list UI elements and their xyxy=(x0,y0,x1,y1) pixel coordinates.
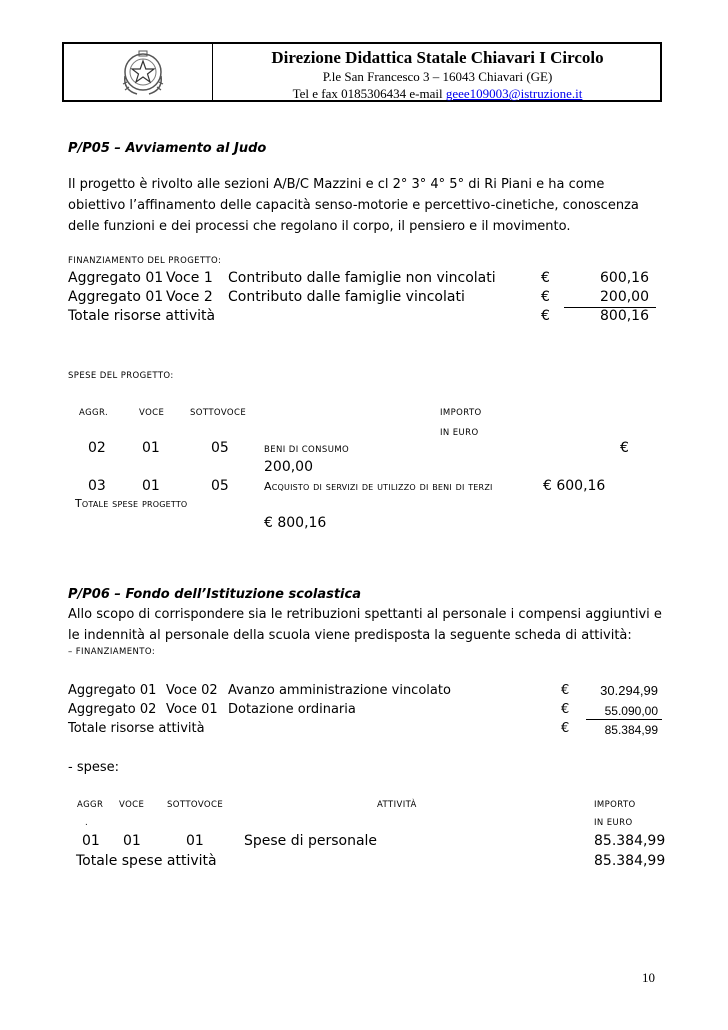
p05-description: Il progetto è rivolto alle sezioni A/B/C Mazzini e cl 2° 3° 4° 5° di Ri Piani e ha come obiettivo l’affinamento delle capacità senso-motorie e percettivo-cinetiche, conoscenza delle funzioni e dei processi che regolano il corpo, il pensiero e il movimento. xyxy=(68,177,639,234)
p06-fund-voce-1: Voce 02 xyxy=(166,683,218,698)
p06-exp-amount-1: 85.384,99 xyxy=(594,833,666,849)
p05-exp-amount-1: 200,00 xyxy=(264,459,313,475)
school-address: P.le San Francesco 3 – 16043 Chiavari (GE) xyxy=(322,69,553,84)
p05-exp-descr-1: BENI DI CONSUMO xyxy=(264,445,350,455)
p05-exp-aggr-2: 03 xyxy=(88,478,106,494)
p05-fund-amount-1: 600,16 xyxy=(600,270,649,286)
p06-fund-descr-2: Dotazione ordinaria xyxy=(228,702,356,717)
p06-exp-header-dot: . xyxy=(85,818,89,828)
p05-exp-voce-1: 01 xyxy=(142,440,160,456)
p06-exp-header-in-euro: IN EURO xyxy=(594,818,633,828)
p06-exp-total-label: Totale spese attività xyxy=(76,853,217,869)
p05-fund-descr-2: Contributo dalle famiglie vincolati xyxy=(228,289,465,305)
p05-exp-total-amount: € 800,16 xyxy=(264,515,327,531)
p06-exp-descr-1: Spese di personale xyxy=(244,833,378,849)
contact-phone: Tel e fax 0185306434 e-mail xyxy=(292,86,446,101)
school-name: Direzione Didattica Statale Chiavari I Circolo xyxy=(271,48,604,67)
p06-sum-underline xyxy=(586,719,662,720)
republic-emblem-icon xyxy=(117,46,169,98)
p05-expenses-label: SPESE DEL PROGETTO: xyxy=(68,371,174,381)
p06-expenses-label: - spese: xyxy=(68,760,119,775)
p05-exp-amount-2: € 600,16 xyxy=(543,478,606,494)
p05-fund-voce-1: Voce 1 xyxy=(166,270,213,286)
p05-exp-sottovoce-1: 05 xyxy=(211,440,229,456)
p05-exp-header-importo: IMPORTO xyxy=(440,408,482,418)
p05-title: P/P05 – Avviamento al Judo xyxy=(68,141,267,156)
p06-exp-sottovoce-1: 01 xyxy=(186,833,204,849)
p05-fund-aggregato-2: Aggregato 01 xyxy=(68,289,164,305)
p06-fund-aggregato-2: Aggregato 02 xyxy=(68,702,157,717)
p06-exp-total-amount: 85.384,99 xyxy=(594,853,666,869)
p06-fund-total-label: Totale risorse attività xyxy=(68,721,205,736)
p06-fund-total-currency: € xyxy=(561,721,570,736)
p05-fund-currency-1: € xyxy=(541,270,550,286)
email-link[interactable]: geee109003@istruzione.it xyxy=(445,86,583,101)
p05-exp-aggr-1: 02 xyxy=(88,440,106,456)
p05-fund-currency-2: € xyxy=(541,289,550,305)
page-number: 10 xyxy=(642,970,655,985)
p06-fund-voce-2: Voce 01 xyxy=(166,702,218,717)
p06-fund-amount-2: 55.090,00 xyxy=(604,704,658,718)
p06-exp-header-aggr: AGGR xyxy=(77,800,104,810)
p05-fund-total-label: Totale risorse attività xyxy=(68,308,216,324)
school-contact xyxy=(213,86,662,102)
p06-funding-label: – FINANZIAMENTO: xyxy=(68,647,156,657)
p06-exp-header-sottovoce: SOTTOVOCE xyxy=(167,800,224,810)
p06-exp-header-attivita: ATTIVITÀ xyxy=(377,800,417,810)
p06-fund-total-amount: 85.384,99 xyxy=(604,723,658,737)
p05-fund-voce-2: Voce 2 xyxy=(166,289,213,305)
p05-fund-total-currency: € xyxy=(541,308,550,324)
p05-exp-header-voce: VOCE xyxy=(139,408,165,418)
p06-exp-aggr-1: 01 xyxy=(82,833,100,849)
p05-exp-sottovoce-2: 05 xyxy=(211,478,229,494)
p05-exp-descr-2: Acquisto di servizi de utilizzo di beni di terzi xyxy=(264,480,493,493)
p05-exp-total-label: Totale spese progetto xyxy=(75,497,188,510)
p05-fund-descr-1: Contributo dalle famiglie non vincolati xyxy=(228,270,496,286)
p06-exp-header-voce: VOCE xyxy=(119,800,145,810)
p06-fund-amount-1: 30.294,99 xyxy=(600,683,658,698)
p06-description: Allo scopo di corrispondere sia le retribuzioni spettanti al personale i compensi aggiuntivi e le indennità al personale della scuola viene predisposta la seguente scheda di attività: xyxy=(68,607,662,643)
p05-funding-label: FINANZIAMENTO DEL PROGETTO: xyxy=(68,256,222,266)
p05-fund-aggregato-1: Aggregato 01 xyxy=(68,270,164,286)
p06-fund-descr-1: Avanzo amministrazione vincolato xyxy=(228,683,451,698)
p05-exp-header-in-euro: IN EURO xyxy=(440,428,479,438)
p05-exp-header-sottovoce: SOTTOVOCE xyxy=(190,408,247,418)
p06-exp-header-importo: IMPORTO xyxy=(594,800,636,810)
p05-exp-header-aggr: AGGR. xyxy=(79,408,109,418)
p06-fund-currency-2: € xyxy=(561,702,570,717)
p06-fund-aggregato-1: Aggregato 01 xyxy=(68,683,157,698)
p06-fund-currency-1: € xyxy=(561,683,570,698)
p05-fund-total-amount: 800,16 xyxy=(600,308,649,324)
p05-exp-currency-1: € xyxy=(620,440,629,456)
p05-exp-voce-2: 01 xyxy=(142,478,160,494)
p05-fund-amount-2: 200,00 xyxy=(600,289,649,305)
p06-exp-voce-1: 01 xyxy=(123,833,141,849)
p06-title: P/P06 – Fondo dell’Istituzione scolastica xyxy=(68,587,361,602)
